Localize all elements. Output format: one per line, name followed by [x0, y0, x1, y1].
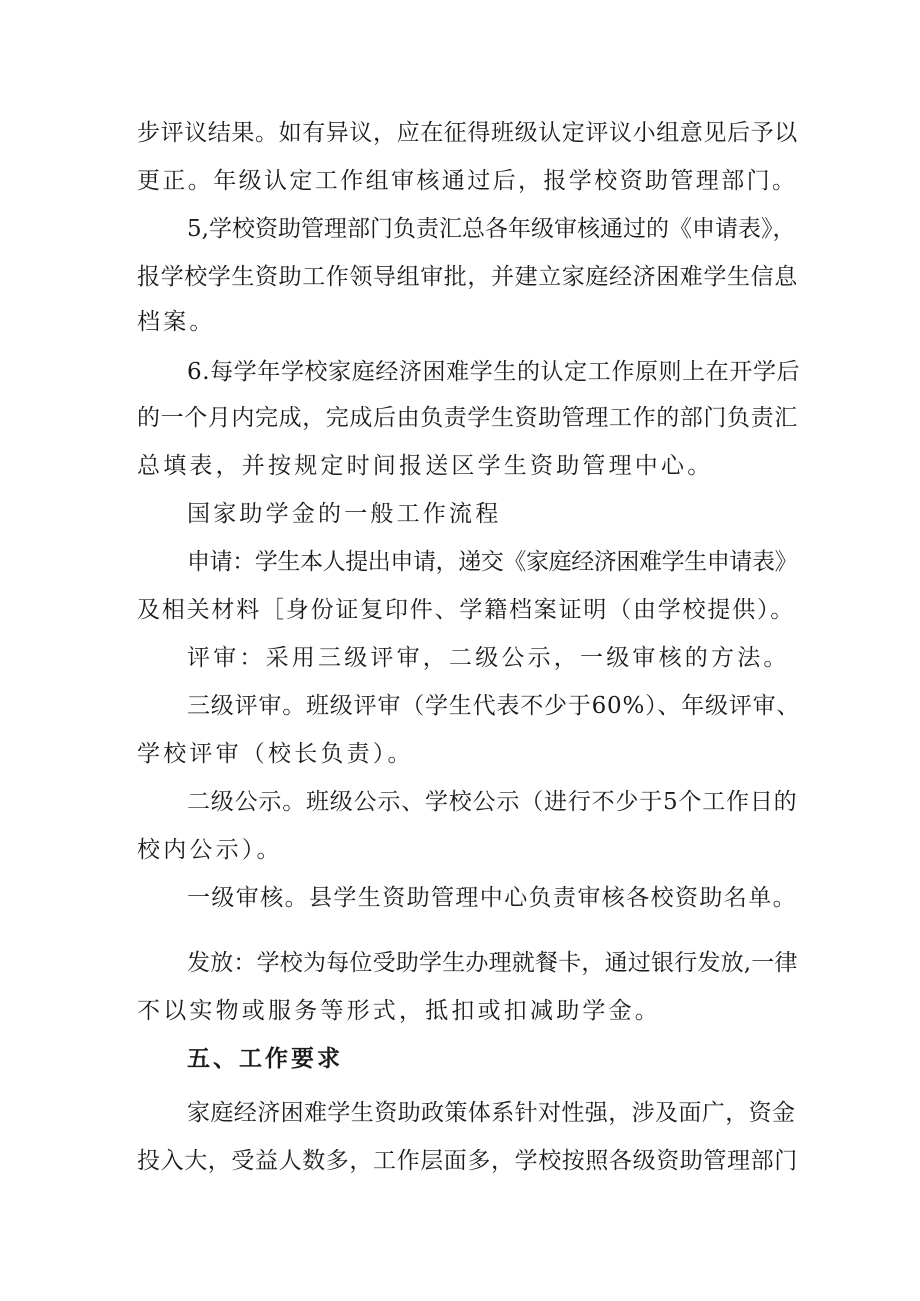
paragraph-line: 及相关材料［身份证复印件、学籍档案证明（由学校提供）。 [137, 597, 796, 623]
paragraph-line: 总填表，并按规定时间报送区学生资助管理中心。 [137, 453, 714, 479]
paragraph-line: 一级审核。县学生资助管理中心负责审核各校资助名单。 [187, 885, 797, 911]
paragraph-line: 申请：学生本人提出申请，递交《家庭经济困难学生申请表》 [187, 549, 798, 575]
paragraph-line: 不以实物或服务等形式，抵扣或扣减助学金。 [137, 998, 661, 1024]
paragraph-line: 学校评审（校长负责）。 [137, 741, 414, 767]
paragraph-line: 二级公示。班级公示、学校公示（进行不少于5个工作日的 [187, 789, 798, 815]
paragraph-line: 更正。年级认定工作组审核通过后，报学校资助管理部门。 [137, 168, 798, 194]
paragraph-line: 校内公示）。 [137, 837, 283, 863]
paragraph-line: 的一个月内完成，完成后由负责学生资助管理工作的部门负责汇 [137, 405, 798, 431]
paragraph-line: 6.每学年学校家庭经济困难学生的认定工作原则上在开学后 [187, 359, 801, 385]
section-heading: 五、工作要求 [187, 1046, 343, 1072]
paragraph-line: 发放：学校为每位受助学生办理就餐卡，通过银行发放,一律 [187, 950, 798, 976]
paragraph-line: 档案。 [137, 309, 216, 335]
paragraph-line: 投入大，受益人数多，工作层面多，学校按照各级资助管理部门 [137, 1148, 798, 1174]
paragraph-line: 三级评审。班级评审（学生代表不少于60%）、年级评审、 [187, 693, 801, 719]
section-subtitle: 国家助学金的一般工作流程 [187, 501, 502, 527]
paragraph-line: 家庭经济困难学生资助政策体系针对性强，涉及面广，资金 [187, 1100, 796, 1126]
paragraph-line: 5,学校资助管理部门负责汇总各年级审核通过的《申请表》， [187, 216, 796, 242]
paragraph-line: 报学校学生资助工作领导组审批，并建立家庭经济困难学生信息 [137, 264, 798, 290]
paragraph-line: 评审：采用三级评审，二级公示，一级审核的方法。 [187, 645, 790, 671]
paragraph-line: 步评议结果。如有异议，应在征得班级认定评议小组意见后予以 [137, 120, 798, 146]
